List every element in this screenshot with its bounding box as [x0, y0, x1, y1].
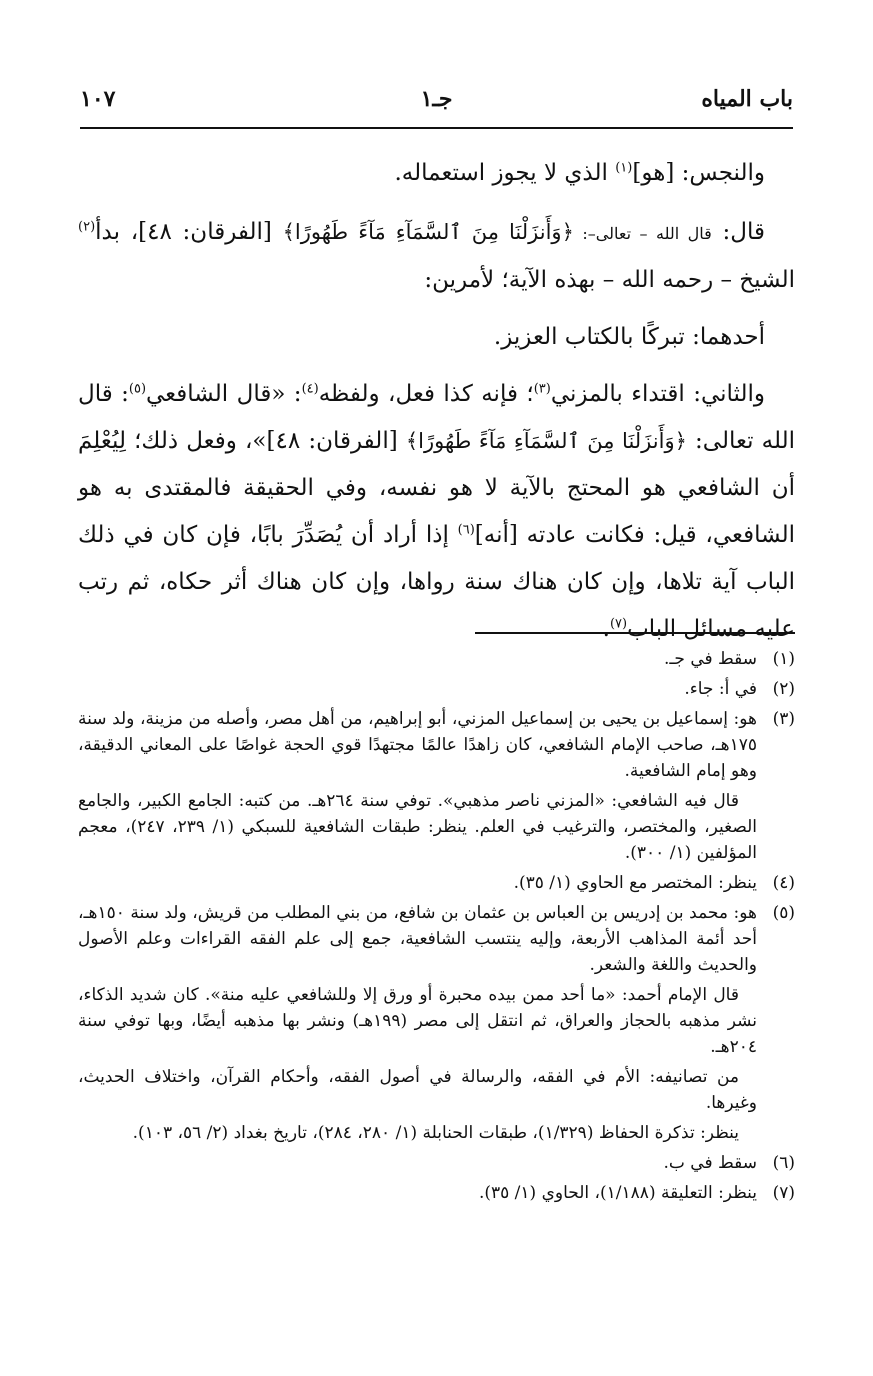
- quran-verse: ﴿وَأَنزَلْنَا مِنَ ٱلسَّمَآءِ مَآءً طَهُورًا﴾: [405, 429, 687, 453]
- footnote-item: [78, 870, 795, 896]
- footnote-text: سقط في جـ.: [664, 649, 757, 669]
- footnote-ref-1[interactable]: (١): [615, 160, 633, 176]
- footnote-text: قال فيه الشافعي: «المزني ناصر مذهبي». توفي سنة ٢٦٤هـ. من كتبه: الجامع الكبير، والجامع الصغير، والمختصر، والترغيب في العلم. ينظر: طبقات الشافعية للسبكي (١/ ٢٣٩، ٢٤٧)، معجم المؤلفين (١/ ٣٠٠).: [78, 791, 757, 863]
- paragraph-definition: [78, 150, 795, 197]
- footnote-ref-3[interactable]: (٣): [533, 381, 551, 397]
- footnote-text: هو: محمد بن إدريس بن العباس بن عثمان بن شافع، من بني المطلب من قريش، ولد سنة ١٥٠هـ، أحد أئمة المذاهب الأربعة، وإليه ينتسب الشافعية، جمع إلى علم الفقه القراءات وعلم الأصول والحديث واللغة والشعر.: [78, 903, 757, 975]
- text-run: ؛ فإنه كذا فعل، ولفظه: [318, 381, 534, 407]
- text-run: : قال الله تعالى:: [78, 381, 795, 454]
- text-run: إذا أراد أن يُصَدِّرَ بابًا، فإن كان في ذلك الباب آية تلاها، وإن كان هناك سنة رواها، وإن كان هناك أثر حكاه، ثم رتب عليه مسائل الباب: [78, 522, 795, 642]
- footnote-item: [78, 900, 795, 1146]
- footnote-text: ينظر: تذكرة الحفاظ (١/٣٢٩)، طبقات الحنابلة (١/ ٢٨٠، ٢٨٤)، تاريخ بغداد (٢/ ٥٦، ١٠٣).: [132, 1123, 739, 1143]
- footnote-text: في أ: جاء.: [684, 679, 757, 699]
- paragraph-second-reason: [78, 371, 795, 653]
- text-run: .: [602, 616, 610, 642]
- footnote-item: [78, 676, 795, 702]
- footnote-text: ينظر: المختصر مع الحاوي (١/ ٣٥).: [513, 873, 757, 893]
- text-run: أحدهما: تبركًا بالكتاب العزيز.: [493, 324, 765, 350]
- text-run: [الفرقان: ٤٨]، بدأ: [95, 219, 283, 245]
- text-run: الشيخ – رحمه الله – بهذه الآية؛ لأمرين:: [424, 267, 795, 293]
- quran-verse: ﴿وَأَنزَلْنَا مِنَ ٱلسَّمَآءِ مَآءً طَهُورًا﴾: [282, 220, 574, 244]
- text-run-small: قال الله – تعالى–:: [573, 224, 712, 243]
- footnote-ref-6[interactable]: (٦): [457, 522, 475, 538]
- text-run: : «قال الشافعي: [146, 381, 302, 407]
- text-run: والثاني: اقتداء بالمزني: [550, 381, 765, 407]
- footnote-text: من تصانيفه: الأم في الفقه، والرسالة في أصول الفقه، وأحكام القرآن، واختلاف الحديث، وغيرها.: [78, 1067, 757, 1113]
- footnote-item: [78, 1180, 795, 1206]
- footnote-number: (٦): [772, 1153, 795, 1173]
- footnote-ref-7[interactable]: (٧): [609, 616, 628, 632]
- footnote-text: سقط في ب.: [663, 1153, 757, 1173]
- footnote-item: [78, 706, 795, 866]
- footnote-number: (٥): [772, 903, 795, 923]
- footnote-number: (٢): [772, 679, 795, 699]
- chapter-title: باب المياه: [701, 86, 793, 112]
- footnote-number: (٧): [772, 1183, 795, 1203]
- footnote-number: (٤): [772, 873, 795, 893]
- footnote-ref-2[interactable]: (٢): [78, 219, 96, 235]
- footnote-ref-4[interactable]: (٤): [301, 381, 319, 397]
- paragraph-verse-citation: [78, 209, 795, 304]
- footnote-number: (١): [772, 649, 795, 669]
- footnotes-section: [78, 646, 795, 1210]
- running-head: [80, 86, 793, 126]
- footnote-text: هو: إسماعيل بن يحيى بن إسماعيل المزني، أبو إبراهيم، من أهل مصر، وأصله من مزينة، ولد سنة ١٧٥هـ، صاحب الإمام الشافعي، كان زاهدًا عالمًا مجتهدًا قوي الحجة غواصًا على المعاني الدقيقة، وهو إمام الشافعية.: [78, 709, 757, 781]
- footnote-text: ينظر: التعليقة (١/١٨٨)، الحاوي (١/ ٣٥).: [478, 1183, 757, 1203]
- footnote-ref-5[interactable]: (٥): [128, 381, 147, 397]
- footnote-item: [78, 1150, 795, 1176]
- header-rule: [80, 127, 793, 129]
- text-run: [الفرقان: ٤٨]»، وفعل ذلك؛ لِيُعْلِمَ أن الشافعي هو المحتج بالآية لا هو نفسه، وفي الحقيقة فالمقتدى به هو الشافعي، قيل: فكانت عادته [أنه]: [78, 428, 795, 548]
- footnote-item: [78, 646, 795, 672]
- paragraph-first-reason: [78, 314, 795, 361]
- text-run: قال:: [711, 219, 765, 245]
- main-text: [78, 150, 795, 663]
- footnote-text: قال الإمام أحمد: «ما أحد ممن بيده محبرة أو ورق إلا وللشافعي عليه منة». كان شديد الذكاء، نشر مذهبه بالحجاز والعراق، ثم انتقل إلى مصر (١٩٩هـ) ونشر بها مذهبه أيضًا، وبها توفي سنة ٢٠٤هـ.: [78, 985, 757, 1057]
- text-run: والنجس: [هو]: [632, 160, 765, 186]
- text-run: الذي لا يجوز استعماله.: [394, 160, 616, 186]
- footnote-number: (٣): [772, 709, 795, 729]
- page-number: ١٠٧: [80, 86, 116, 112]
- footnote-separator: [475, 632, 795, 634]
- volume-label: جـ١: [420, 86, 453, 112]
